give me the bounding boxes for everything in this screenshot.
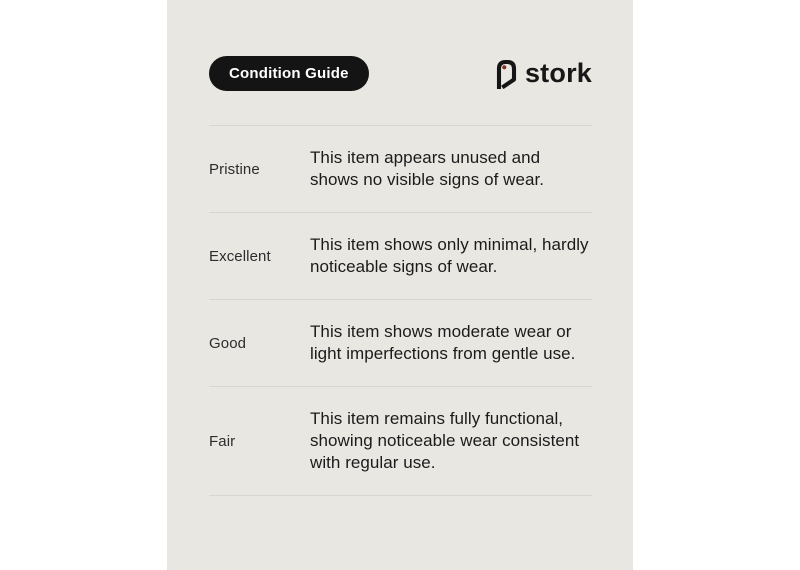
condition-guide-badge-label: Condition Guide bbox=[229, 65, 349, 82]
condition-guide-badge bbox=[209, 56, 369, 91]
brand-logo bbox=[495, 59, 592, 89]
condition-row-fair bbox=[209, 387, 592, 495]
condition-description: This item shows only minimal, hardly noticeable signs of wear. bbox=[310, 235, 589, 276]
condition-description: This item shows moderate wear or light imperfections from gentle use. bbox=[310, 322, 576, 363]
condition-label: Good bbox=[209, 334, 247, 352]
condition-row-good bbox=[209, 300, 592, 386]
divider bbox=[209, 495, 592, 496]
condition-description: This item appears unused and shows no visible signs of wear. bbox=[310, 148, 544, 189]
stork-logo-icon bbox=[495, 59, 518, 89]
condition-guide-card bbox=[167, 0, 633, 570]
condition-row-excellent bbox=[209, 213, 592, 299]
condition-description: This item remains fully functional, showing noticeable wear consistent with regular use. bbox=[310, 409, 580, 472]
condition-label: Fair bbox=[209, 432, 236, 450]
condition-label: Excellent bbox=[209, 247, 271, 265]
card-header bbox=[209, 0, 592, 91]
brand-wordmark: stork bbox=[524, 58, 592, 88]
condition-row-pristine bbox=[209, 126, 592, 212]
condition-label: Pristine bbox=[209, 160, 260, 178]
